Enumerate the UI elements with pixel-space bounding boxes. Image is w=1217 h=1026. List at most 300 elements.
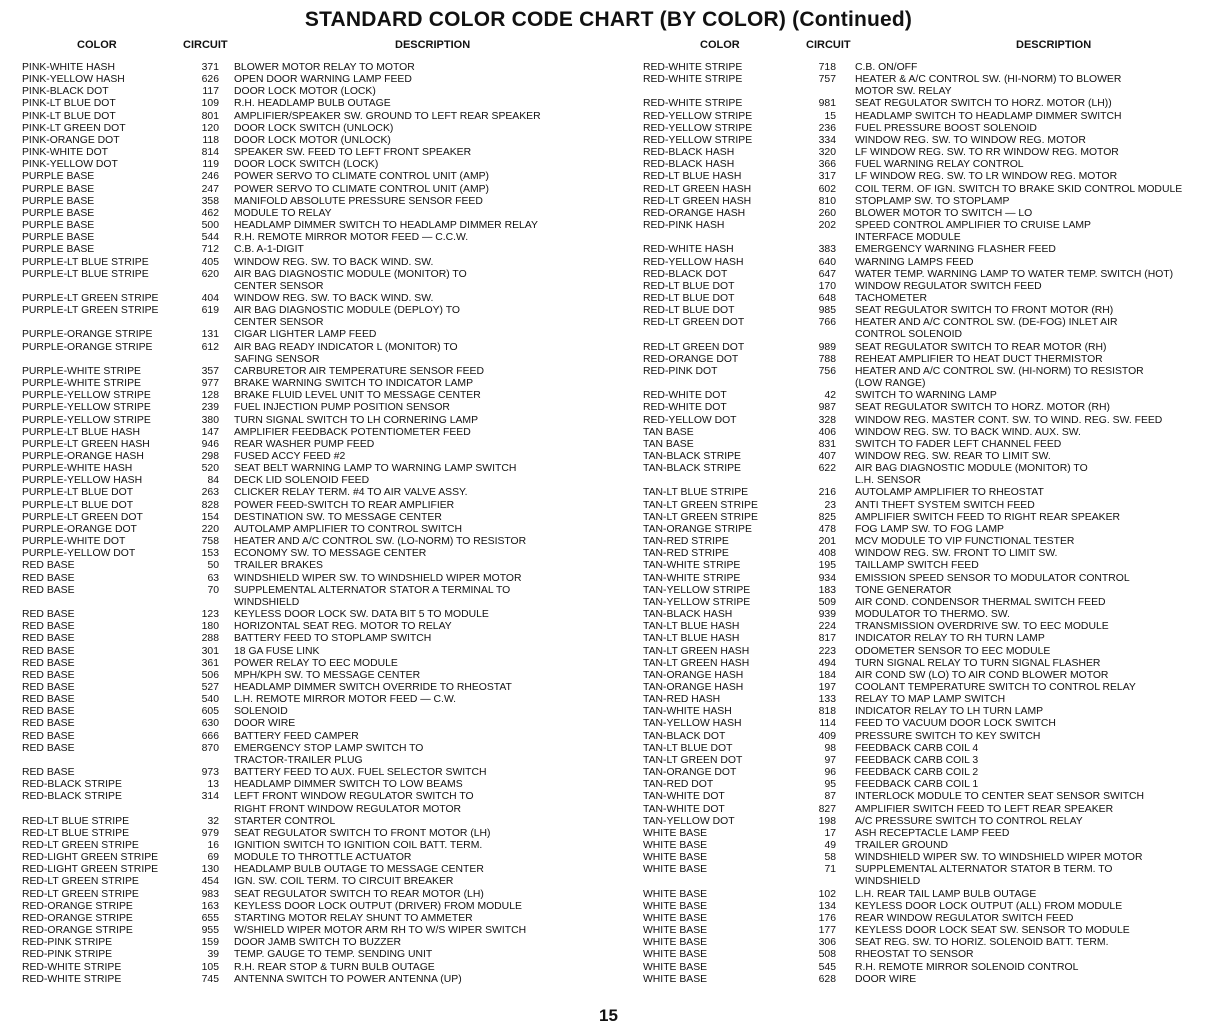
description-cell: ASH RECEPTACLE LAMP FEED	[855, 827, 1010, 839]
table-row	[643, 646, 1215, 658]
color-cell: PINK-LT BLUE DOT	[22, 98, 116, 110]
description-cell: SEAT REGULATOR SWITCH TO HORZ. MOTOR (LH))	[855, 98, 1112, 110]
circuit-cell: 159	[201, 937, 219, 949]
circuit-cell: 745	[201, 973, 219, 985]
description-cell: SEAT REGULATOR SWITCH TO FRONT MOTOR (LH)	[234, 827, 491, 839]
description-cell: DOOR WIRE	[234, 718, 296, 730]
description-cell: REAR WASHER PUMP FEED	[234, 438, 375, 450]
color-cell: WHITE BASE	[643, 925, 708, 937]
description-cell: SWITCH TO WARNING LAMP	[855, 390, 997, 402]
description-cell: STARTING MOTOR RELAY SHUNT TO AMMETER	[234, 912, 473, 924]
table-row	[643, 62, 1215, 74]
left-table	[22, 62, 612, 986]
color-cell: TAN-ORANGE DOT	[643, 767, 737, 779]
table-row	[22, 427, 612, 439]
circuit-cell: 23	[824, 499, 836, 511]
table-row	[22, 86, 612, 98]
circuit-cell: 71	[824, 864, 836, 876]
table-row	[643, 913, 1215, 925]
color-cell: RED-WHITE DOT	[643, 402, 727, 414]
color-cell: RED-YELLOW HASH	[643, 256, 744, 268]
circuit-cell: 758	[201, 536, 219, 548]
table-row	[22, 779, 612, 791]
description-cell: MODULE TO RELAY	[234, 207, 332, 219]
circuit-cell: 630	[201, 718, 219, 730]
circuit-cell: 154	[201, 511, 219, 523]
description-cell: FEED TO VACUUM DOOR LOCK SWITCH	[855, 718, 1056, 730]
circuit-cell: 818	[818, 706, 836, 718]
table-row	[643, 135, 1215, 147]
color-cell: PURPLE-LT BLUE STRIPE	[22, 256, 149, 268]
circuit-cell: 628	[818, 973, 836, 985]
circuit-cell: 506	[201, 669, 219, 681]
color-cell: RED BASE	[22, 742, 75, 754]
color-cell: RED-BLACK STRIPE	[22, 791, 122, 803]
description-cell: WINDOW REG. SW. TO BACK WIND. SW.	[234, 292, 434, 304]
circuit-cell: 934	[818, 572, 836, 584]
description-cell: DECK LID SOLENOID FEED	[234, 475, 370, 487]
description-cell: EMERGENCY WARNING FLASHER FEED	[855, 244, 1056, 256]
description-cell: SEAT REGULATOR SWITCH TO REAR MOTOR (LH)	[234, 888, 484, 900]
table-row	[643, 512, 1215, 524]
table-row	[22, 913, 612, 925]
circuit-cell: 328	[818, 414, 836, 426]
table-row	[22, 889, 612, 901]
color-cell: TAN-RED HASH	[643, 694, 721, 706]
description-cell: FEEDBACK CARB COIL 1	[855, 779, 979, 791]
header-description: DESCRIPTION	[395, 39, 471, 51]
description-cell: WATER TEMP. WARNING LAMP TO WATER TEMP. SWITCH (HOT)	[855, 268, 1174, 280]
table-row	[22, 500, 612, 512]
color-cell: RED BASE	[22, 645, 75, 657]
table-row	[22, 147, 612, 159]
color-cell: RED BASE	[22, 621, 75, 633]
table-row	[643, 609, 1215, 621]
circuit-cell: 102	[818, 888, 836, 900]
description-cell: 18 GA FUSE LINK	[234, 645, 320, 657]
circuit-cell: 870	[201, 742, 219, 754]
description-cell: TRANSMISSION OVERDRIVE SW. TO EEC MODULE	[855, 621, 1109, 633]
description-cell: DOOR LOCK MOTOR (LOCK)	[234, 86, 376, 98]
table-row	[643, 366, 1215, 390]
color-cell: PURPLE-LT GREEN STRIPE	[22, 305, 159, 317]
description-cell: HEATER AND A/C CONTROL SW. (DE-FOG) INLET AIR CONTROL SOLENOID	[855, 317, 1118, 341]
table-row	[643, 658, 1215, 670]
table-row	[22, 682, 612, 694]
description-cell: ANTI THEFT SYSTEM SWITCH FEED	[855, 499, 1035, 511]
circuit-cell: 545	[818, 961, 836, 973]
table-row	[643, 889, 1215, 901]
table-row	[643, 487, 1215, 499]
color-cell: PURPLE-LT GREEN STRIPE	[22, 292, 159, 304]
color-cell: RED-LT BLUE DOT	[643, 292, 735, 304]
description-cell: INDICATOR RELAY TO LH TURN LAMP	[855, 706, 1044, 718]
circuit-cell: 263	[201, 487, 219, 499]
description-cell: BATTERY FEED CAMPER	[234, 730, 359, 742]
color-cell: RED-LT GREEN HASH	[643, 183, 752, 195]
table-row	[22, 828, 612, 840]
circuit-cell: 828	[201, 499, 219, 511]
table-row	[643, 670, 1215, 682]
table-row	[643, 257, 1215, 269]
circuit-cell: 131	[201, 329, 219, 341]
circuit-cell: 163	[201, 900, 219, 912]
description-cell: AMPLIFIER SWITCH FEED TO LEFT REAR SPEAKER	[855, 803, 1114, 815]
description-cell: L.H. REMOTE MIRROR MOTOR FEED — C.W.	[234, 694, 457, 706]
description-cell: BATTERY FEED TO AUX. FUEL SELECTOR SWITCH	[234, 767, 487, 779]
description-cell: POWER SERVO TO CLIMATE CONTROL UNIT (AMP)	[234, 183, 489, 195]
table-row	[643, 317, 1215, 341]
color-cell: TAN-WHITE DOT	[643, 791, 725, 803]
circuit-cell: 198	[818, 815, 836, 827]
color-cell: TAN-LT BLUE HASH	[643, 633, 740, 645]
description-cell: STOPLAMP SW. TO STOPLAMP	[855, 195, 1010, 207]
color-cell: TAN-LT GREEN DOT	[643, 754, 743, 766]
color-cell: PURPLE-WHITE HASH	[22, 463, 133, 475]
table-row	[643, 390, 1215, 402]
color-cell: TAN-LT GREEN HASH	[643, 645, 750, 657]
table-row	[22, 123, 612, 135]
color-cell: RED-YELLOW STRIPE	[643, 110, 753, 122]
table-row	[22, 342, 612, 366]
color-cell: WHITE BASE	[643, 888, 708, 900]
circuit-cell: 118	[202, 134, 219, 146]
color-cell: WHITE BASE	[643, 961, 708, 973]
color-cell: PINK-BLACK DOT	[22, 86, 109, 98]
color-cell: RED-LIGHT GREEN STRIPE	[22, 852, 159, 864]
description-cell: RELAY TO MAP LAMP SWITCH	[855, 694, 1006, 706]
description-cell: C.B. ON/OFF	[855, 62, 918, 73]
table-row	[643, 621, 1215, 633]
description-cell: IGN. SW. COIL TERM. TO CIRCUIT BREAKER	[234, 876, 454, 888]
description-cell: ODOMETER SENSOR TO EEC MODULE	[855, 645, 1051, 657]
header-circuit: CIRCUIT	[183, 39, 228, 51]
table-row	[22, 573, 612, 585]
table-row	[643, 171, 1215, 183]
color-cell: RED-ORANGE STRIPE	[22, 925, 133, 937]
color-cell: PURPLE-ORANGE STRIPE	[22, 329, 153, 341]
table-row	[643, 974, 1215, 986]
description-cell: INTERLOCK MODULE TO CENTER SEAT SENSOR SWITCH	[855, 791, 1145, 803]
color-cell: RED BASE	[22, 633, 75, 645]
description-cell: BLOWER MOTOR RELAY TO MOTOR	[234, 62, 415, 73]
description-cell: INDICATOR RELAY TO RH TURN LAMP	[855, 633, 1045, 645]
description-cell: AMPLIFIER/SPEAKER SW. GROUND TO LEFT REAR SPEAKER	[234, 110, 541, 122]
table-row	[22, 840, 612, 852]
table-row	[22, 329, 612, 341]
circuit-cell: 718	[818, 62, 836, 73]
description-cell: TAILLAMP SWITCH FEED	[855, 560, 979, 572]
description-cell: SEAT REGULATOR SWITCH TO FRONT MOTOR (RH)	[855, 305, 1114, 317]
circuit-cell: 985	[818, 305, 836, 317]
color-cell: PURPLE-LT GREEN DOT	[22, 511, 143, 523]
description-cell: WINDSHIELD WIPER SW. TO WINDSHIELD WIPER MOTOR	[234, 572, 522, 584]
circuit-cell: 298	[201, 451, 219, 462]
description-cell: TRAILER BRAKES	[234, 560, 323, 572]
description-cell: FEEDBACK CARB COIL 2	[855, 767, 979, 779]
color-cell: PINK-WHITE DOT	[22, 147, 109, 159]
description-cell: LEFT FRONT WINDOW REGULATOR SWITCH TO RIGHT FRONT WINDOW REGULATOR MOTOR	[234, 791, 474, 815]
table-row	[643, 342, 1215, 354]
table-row	[643, 354, 1215, 366]
circuit-cell: 817	[818, 633, 836, 645]
description-cell: R.H. REAR STOP & TURN BULB OUTAGE	[234, 961, 435, 973]
description-cell: FUEL WARNING RELAY CONTROL	[855, 159, 1024, 171]
table-row	[22, 111, 612, 123]
color-cell: RED-ORANGE STRIPE	[22, 900, 133, 912]
description-cell: AUTOLAMP AMPLIFIER TO CONTROL SWITCH	[234, 523, 463, 535]
table-row	[643, 196, 1215, 208]
table-row	[643, 694, 1215, 706]
description-cell: OPEN DOOR WARNING LAMP FEED	[234, 74, 412, 86]
circuit-cell: 317	[818, 171, 836, 183]
color-cell: TAN-RED STRIPE	[643, 536, 729, 548]
color-cell: RED-LT BLUE DOT	[643, 280, 735, 292]
circuit-cell: 825	[818, 511, 836, 523]
table-row	[643, 244, 1215, 256]
circuit-cell: 177	[818, 925, 836, 937]
table-row	[22, 962, 612, 974]
circuit-cell: 97	[824, 754, 836, 766]
header-description: DESCRIPTION	[1016, 39, 1092, 51]
circuit-cell: 170	[818, 280, 836, 292]
description-cell: REHEAT AMPLIFIER TO HEAT DUCT THERMISTOR	[855, 353, 1103, 365]
table-row	[643, 852, 1215, 864]
circuit-cell: 119	[202, 159, 219, 171]
color-cell: RED-PINK STRIPE	[22, 937, 113, 949]
table-row	[643, 281, 1215, 293]
description-cell: COOLANT TEMPERATURE SWITCH TO CONTROL RELAY	[855, 681, 1136, 693]
table-row	[22, 743, 612, 767]
color-cell: RED-LIGHT GREEN STRIPE	[22, 864, 159, 876]
page-title: STANDARD COLOR CODE CHART (BY COLOR) (Continued)	[304, 8, 913, 31]
circuit-cell: 827	[818, 803, 836, 815]
circuit-cell: 508	[818, 949, 836, 961]
circuit-cell: 58	[824, 852, 836, 864]
color-cell: PURPLE-LT BLUE HASH	[22, 426, 140, 438]
color-cell: RED-YELLOW STRIPE	[643, 134, 753, 146]
color-cell: RED-PINK DOT	[643, 365, 718, 377]
circuit-cell: 239	[201, 402, 219, 414]
table-row	[643, 573, 1215, 585]
circuit-cell: 95	[824, 779, 836, 791]
description-cell: WINDOW REG. SW. FRONT TO LIMIT SW.	[855, 548, 1058, 560]
circuit-cell: 831	[818, 438, 836, 450]
color-cell: TAN-BLACK DOT	[643, 730, 726, 742]
description-cell: ECONOMY SW. TO MESSAGE CENTER	[234, 548, 427, 560]
color-cell: PINK-WHITE HASH	[22, 62, 115, 73]
table-row	[22, 257, 612, 269]
table-row	[22, 901, 612, 913]
table-row	[643, 123, 1215, 135]
color-cell: TAN-YELLOW STRIPE	[643, 584, 751, 596]
circuit-cell: 619	[201, 305, 219, 317]
color-cell: TAN-WHITE STRIPE	[643, 560, 741, 572]
circuit-cell: 301	[201, 645, 219, 657]
table-row	[22, 670, 612, 682]
circuit-cell: 202	[818, 220, 836, 232]
color-cell: TAN-BLACK HASH	[643, 609, 733, 621]
color-cell: PURPLE-YELLOW STRIPE	[22, 402, 151, 414]
circuit-cell: 989	[818, 341, 836, 353]
circuit-cell: 655	[201, 912, 219, 924]
description-cell: EMISSION SPEED SENSOR TO MODULATOR CONTROL	[855, 572, 1130, 584]
color-cell: RED BASE	[22, 609, 75, 621]
color-cell: RED-YELLOW STRIPE	[643, 122, 753, 134]
table-row	[22, 706, 612, 718]
circuit-cell: 366	[818, 159, 836, 171]
table-row	[22, 512, 612, 524]
color-cell: TAN-LT BLUE STRIPE	[643, 487, 749, 499]
table-row	[643, 451, 1215, 463]
table-row	[22, 305, 612, 329]
description-cell: WINDOW REG. MASTER CONT. SW. TO WIND. REG. SW. FEED	[855, 414, 1163, 426]
table-row	[643, 269, 1215, 281]
description-cell: HORIZONTAL SEAT REG. MOTOR TO RELAY	[234, 621, 452, 633]
circuit-cell: 406	[818, 426, 836, 438]
table-row	[22, 135, 612, 147]
description-cell: DOOR JAMB SWITCH TO BUZZER	[234, 937, 402, 949]
description-cell: KEYLESS DOOR LOCK OUTPUT (ALL) FROM MODULE	[855, 900, 1123, 912]
color-cell: PURPLE-ORANGE DOT	[22, 523, 137, 535]
color-cell: RED BASE	[22, 718, 75, 730]
description-cell: AIR BAG DIAGNOSTIC MODULE (MONITOR) TO L.H. SENSOR	[855, 463, 1088, 487]
color-cell: TAN-LT GREEN STRIPE	[643, 499, 758, 511]
table-row	[22, 293, 612, 305]
table-row	[22, 451, 612, 463]
table-row	[22, 171, 612, 183]
circuit-cell: 404	[201, 292, 219, 304]
circuit-cell: 49	[824, 840, 836, 851]
color-cell: RED-ORANGE HASH	[643, 207, 746, 219]
color-cell: PURPLE-WHITE STRIPE	[22, 378, 141, 390]
color-cell: PURPLE-YELLOW STRIPE	[22, 414, 151, 426]
table-row	[22, 621, 612, 633]
table-row	[22, 767, 612, 779]
color-cell: PURPLE-YELLOW STRIPE	[22, 390, 151, 402]
description-cell: SEAT REGULATOR SWITCH TO HORZ. MOTOR (RH)	[855, 402, 1110, 414]
color-cell: PURPLE BASE	[22, 207, 95, 219]
description-cell: KEYLESS DOOR LOCK SEAT SW. SENSOR TO MODULE	[855, 925, 1130, 937]
circuit-cell: 96	[824, 767, 836, 779]
table-row	[22, 646, 612, 658]
description-cell: HEADLAMP DIMMER SWITCH TO HEADLAMP DIMMER RELAY	[234, 220, 538, 232]
circuit-cell: 84	[207, 475, 219, 487]
description-cell: LF WINDOW REG. SW. TO LR WINDOW REG. MOTOR	[855, 171, 1118, 183]
circuit-cell: 357	[201, 365, 219, 377]
page-number: 15	[599, 1006, 618, 1025]
table-row	[643, 767, 1215, 779]
table-row	[643, 925, 1215, 937]
description-cell: DOOR WIRE	[855, 973, 917, 985]
color-cell: PURPLE-LT GREEN HASH	[22, 438, 150, 450]
circuit-cell: 520	[201, 463, 219, 475]
circuit-cell: 123	[201, 609, 219, 621]
color-cell: PURPLE-LT BLUE STRIPE	[22, 268, 149, 280]
circuit-cell: 117	[202, 86, 219, 98]
circuit-cell: 602	[818, 183, 836, 195]
circuit-cell: 260	[818, 207, 836, 219]
description-cell: RHEOSTAT TO SENSOR	[855, 949, 974, 961]
circuit-cell: 184	[818, 669, 836, 681]
circuit-cell: 147	[201, 426, 219, 438]
color-cell: RED-LT GREEN DOT	[643, 341, 745, 353]
table-row	[22, 658, 612, 670]
color-cell: PURPLE-LT BLUE DOT	[22, 487, 134, 499]
description-cell: SPEED CONTROL AMPLIFIER TO CRUISE LAMP INTERFACE MODULE	[855, 220, 1091, 244]
description-cell: SEAT BELT WARNING LAMP TO WARNING LAMP SWITCH	[234, 463, 517, 475]
circuit-cell: 50	[207, 560, 219, 572]
table-row	[22, 159, 612, 171]
description-cell: HEADLAMP SWITCH TO HEADLAMP DIMMER SWITCH	[855, 110, 1122, 122]
circuit-cell: 612	[201, 341, 219, 353]
circuit-cell: 626	[201, 74, 219, 86]
description-cell: WINDOW REG. SW. TO BACK WIND. SW.	[234, 256, 434, 268]
table-row	[22, 791, 612, 815]
color-cell: PURPLE-YELLOW DOT	[22, 548, 136, 560]
circuit-cell: 114	[819, 718, 836, 730]
description-cell: SPEAKER SW. FEED TO LEFT FRONT SPEAKER	[234, 147, 472, 159]
circuit-cell: 478	[818, 523, 836, 535]
color-cell: RED BASE	[22, 694, 75, 706]
description-cell: AMPLIFIER SWITCH FEED TO RIGHT REAR SPEAKER	[855, 511, 1121, 523]
color-cell: TAN-RED STRIPE	[643, 548, 729, 560]
color-cell: TAN-YELLOW DOT	[643, 815, 735, 827]
circuit-cell: 87	[824, 791, 836, 803]
circuit-cell: 195	[818, 560, 836, 572]
table-row	[22, 62, 612, 74]
circuit-cell: 371	[201, 62, 219, 73]
circuit-cell: 380	[201, 414, 219, 426]
header-circuit: CIRCUIT	[806, 39, 851, 51]
circuit-cell: 216	[818, 487, 836, 499]
color-cell: TAN-YELLOW HASH	[643, 718, 742, 730]
circuit-cell: 544	[201, 232, 219, 244]
circuit-cell: 977	[201, 378, 219, 390]
color-cell: PURPLE-ORANGE HASH	[22, 451, 144, 462]
description-cell: ANTENNA SWITCH TO POWER ANTENNA (UP)	[234, 973, 462, 985]
color-cell: RED-BLACK STRIPE	[22, 779, 122, 791]
description-cell: DOOR LOCK MOTOR (UNLOCK)	[234, 134, 391, 146]
table-row	[22, 244, 612, 256]
color-cell: PURPLE BASE	[22, 195, 95, 207]
description-cell: AIR COND. CONDENSOR THERMAL SWITCH FEED	[855, 596, 1106, 608]
description-cell: BLOWER MOTOR TO SWITCH — LO	[855, 207, 1033, 219]
circuit-cell: 620	[201, 268, 219, 280]
description-cell: WINDSHIELD WIPER SW. TO WINDSHIELD WIPER MOTOR	[855, 852, 1143, 864]
header-color: COLOR	[77, 39, 117, 51]
description-cell: TURN SIGNAL RELAY TO TURN SIGNAL FLASHER	[855, 657, 1101, 669]
description-cell: IGNITION SWITCH TO IGNITION COIL BATT. TERM.	[234, 840, 483, 851]
description-cell: WINDOW REG. SW. TO WINDOW REG. MOTOR	[855, 134, 1086, 146]
circuit-cell: 810	[818, 195, 836, 207]
circuit-cell: 955	[201, 925, 219, 937]
circuit-cell: 500	[201, 220, 219, 232]
description-cell: PRESSURE SWITCH TO KEY SWITCH	[855, 730, 1041, 742]
color-cell: RED-LT GREEN DOT	[643, 317, 745, 329]
table-row	[643, 208, 1215, 220]
color-cell: PURPLE-WHITE DOT	[22, 536, 126, 548]
table-row	[643, 184, 1215, 196]
color-cell: TAN-ORANGE HASH	[643, 669, 744, 681]
description-cell: DOOR LOCK SWITCH (LOCK)	[234, 159, 379, 171]
table-row	[22, 196, 612, 208]
table-row	[22, 694, 612, 706]
description-cell: TACHOMETER	[855, 292, 927, 304]
circuit-cell: 183	[818, 584, 836, 596]
description-cell: R.H. REMOTE MIRROR SOLENOID CONTROL	[855, 961, 1079, 973]
description-cell: TEMP. GAUGE TO TEMP. SENDING UNIT	[234, 949, 433, 961]
